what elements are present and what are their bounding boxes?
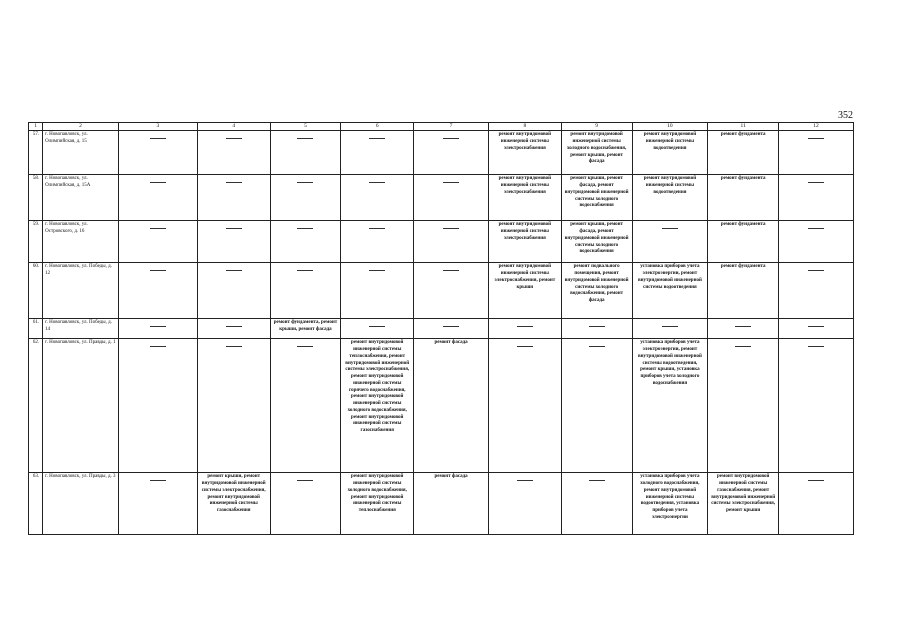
work-cell: ремонт внутридомовой инженерной системы холодного водоснабжения, ремонт крыши, ремонт фасада [561,131,632,175]
table-header [29,123,854,131]
column-header-1: 1 [29,123,43,131]
empty-cell [197,175,270,221]
dash-mark [808,228,824,229]
dash-mark [369,182,385,183]
empty-cell [341,175,414,221]
column-header-10: 10 [632,123,708,131]
dash-mark [443,270,459,271]
column-header-2: 2 [43,123,119,131]
empty-cell [414,319,489,339]
work-cell: ремонт внутридомовой инженерной системы водоотведения [632,175,708,221]
column-header-5: 5 [270,123,341,131]
dash-mark [443,138,459,139]
dash-mark [297,346,313,347]
repair-schedule-table [28,122,854,535]
dash-mark [589,346,605,347]
empty-cell [197,263,270,319]
empty-cell [779,473,854,535]
dash-mark [808,480,824,481]
work-cell: ремонт фасада [414,339,489,473]
empty-cell [270,263,341,319]
dash-mark [517,480,533,481]
page-number: 352 [838,110,853,121]
work-cell: ремонт фундамента, ремонт крыши, ремонт фасада [270,319,341,339]
table-body [29,131,854,535]
work-cell: установка приборов учета холодного водоснабжения, ремонт внутридомовой инженерной системы водоотведения, установка приборов учета электроэнергии [632,473,708,535]
dash-mark [150,270,166,271]
empty-cell [708,319,779,339]
dash-mark [808,270,824,271]
dash-mark [226,326,242,327]
empty-cell [341,263,414,319]
empty-cell [488,319,561,339]
dash-mark [735,346,751,347]
work-cell: установка приборов учета электроэнергии, ремонт внутридомовой инженерной системы водоотведения [632,263,708,319]
dash-mark [808,346,824,347]
dash-mark [369,270,385,271]
work-cell: ремонт внутридомовой инженерной системы электроснабжения [488,221,561,263]
dash-mark [369,138,385,139]
column-header-3: 3 [118,123,197,131]
dash-mark [297,270,313,271]
dash-mark [226,182,242,183]
empty-cell [341,319,414,339]
work-cell: ремонт крыши, ремонт внутридомовой инженерной системы электроснабжения, ремонт внутридомовой инженерной системы газоснабжения [197,473,270,535]
work-cell: ремонт внутридомовой инженерной системы холодного водоснабжения, ремонт внутридомовой инженерной системы теплоснабжения [341,473,414,535]
dash-mark [150,326,166,327]
work-cell: ремонт внутридомовой инженерной системы электроснабжения [488,175,561,221]
row-number: 62. [29,339,43,473]
empty-cell [118,175,197,221]
empty-cell [414,131,489,175]
work-cell: ремонт фундамента [708,175,779,221]
dash-mark [443,182,459,183]
empty-cell [341,221,414,263]
dash-mark [369,228,385,229]
empty-cell [270,473,341,535]
dash-mark [589,326,605,327]
empty-cell [779,319,854,339]
work-cell: ремонт крыши, ремонт фасада, ремонт внутридомовой инженерной системы холодного водоснабжения [561,175,632,221]
dash-mark [808,326,824,327]
address-cell: г. Новопавловск, ул. Победы, д. 14 [43,319,119,339]
empty-cell [414,221,489,263]
table-row [29,131,854,175]
empty-cell [197,319,270,339]
dash-mark [808,138,824,139]
row-number: 60. [29,263,43,319]
dash-mark [517,326,533,327]
work-cell: ремонт внутридомовой инженерной системы электроснабжения, ремонт крыши [488,263,561,319]
work-cell: ремонт подвального помещения, ремонт внутридомовой инженерной системы холодного водоснабжения, ремонт фасада [561,263,632,319]
work-cell: ремонт внутридомовой инженерной системы электроснабжения [488,131,561,175]
column-header-11: 11 [708,123,779,131]
dash-mark [226,228,242,229]
row-number: 63. [29,473,43,535]
work-cell: ремонт фундамента [708,263,779,319]
address-cell: г. Новопавловск, ул. Правды, д. 1 [43,339,119,473]
empty-cell [561,339,632,473]
empty-cell [779,131,854,175]
header-row [29,123,854,131]
work-cell: ремонт внутридомовой инженерной системы водоотведения [632,131,708,175]
empty-cell [779,221,854,263]
dash-mark [150,138,166,139]
column-header-8: 8 [488,123,561,131]
empty-cell [118,339,197,473]
dash-mark [226,346,242,347]
empty-cell [270,221,341,263]
table-row [29,263,854,319]
row-number: 61. [29,319,43,339]
row-number: 58. [29,175,43,221]
row-number: 59. [29,221,43,263]
table-row [29,319,854,339]
dash-mark [297,480,313,481]
empty-cell [488,473,561,535]
dash-mark [735,326,751,327]
dash-mark [662,228,678,229]
dash-mark [443,228,459,229]
dash-mark [443,326,459,327]
empty-cell [414,263,489,319]
empty-cell [341,131,414,175]
dash-mark [297,138,313,139]
empty-cell [197,339,270,473]
dash-mark [226,270,242,271]
dash-mark [517,346,533,347]
dash-mark [150,182,166,183]
column-header-7: 7 [414,123,489,131]
empty-cell [488,339,561,473]
dash-mark [369,326,385,327]
address-cell: г. Новопавловск, ул. Правды, д. 3 [43,473,119,535]
dash-mark [297,182,313,183]
address-cell: г. Новопавловск, ул. Олимпийская, д. 15А [43,175,119,221]
column-header-9: 9 [561,123,632,131]
dash-mark [662,326,678,327]
table-row [29,339,854,473]
dash-mark [226,138,242,139]
empty-cell [632,319,708,339]
empty-cell [197,131,270,175]
table-row [29,473,854,535]
empty-cell [118,473,197,535]
empty-cell [270,175,341,221]
dash-mark [297,228,313,229]
address-cell: г. Новопавловск, ул. Олимпийская, д. 15 [43,131,119,175]
table-row [29,221,854,263]
column-header-12: 12 [779,123,854,131]
empty-cell [270,131,341,175]
empty-cell [118,319,197,339]
empty-cell [561,319,632,339]
dash-mark [150,480,166,481]
work-cell: ремонт фундамента [708,221,779,263]
empty-cell [708,339,779,473]
empty-cell [779,263,854,319]
column-header-6: 6 [341,123,414,131]
address-cell: г. Новопавловск, ул. Победы, д. 12 [43,263,119,319]
address-cell: г. Новопавловск, ул. Островского, д. 16 [43,221,119,263]
dash-mark [150,346,166,347]
empty-cell [632,221,708,263]
empty-cell [414,175,489,221]
empty-cell [118,221,197,263]
work-cell: ремонт крыши, ремонт фасада, ремонт внутридомовой инженерной системы холодного водоснабжения [561,221,632,263]
table-row [29,175,854,221]
work-cell: установка приборов учета электроэнергии, ремонт внутридомовой инженерной системы водоотведения, ремонт крыши, установка приборов учета холодного водоснабжения [632,339,708,473]
dash-mark [150,228,166,229]
dash-mark [808,182,824,183]
empty-cell [118,263,197,319]
dash-mark [589,480,605,481]
empty-cell [779,339,854,473]
work-cell: ремонт фундамента [708,131,779,175]
work-cell: ремонт внутридомовой инженерной системы газоснабжения, ремонт внутридомовой инженерной системы электроснабжения, ремонт крыши [708,473,779,535]
work-cell: ремонт внутридомовой инженерной системы теплоснабжения, ремонт внутридомовой инженерной системы электроснабжения, ремонт внутридомовой инженерной системы горячего водоснабжения, ремонт внутридомовой инженерной системы холодного водоснабжения, ремонт внутридомовой инженерной системы газоснабжения [341,339,414,473]
empty-cell [118,131,197,175]
empty-cell [561,473,632,535]
empty-cell [779,175,854,221]
column-header-4: 4 [197,123,270,131]
empty-cell [197,221,270,263]
empty-cell [270,339,341,473]
row-number: 57. [29,131,43,175]
work-cell: ремонт фасада [414,473,489,535]
